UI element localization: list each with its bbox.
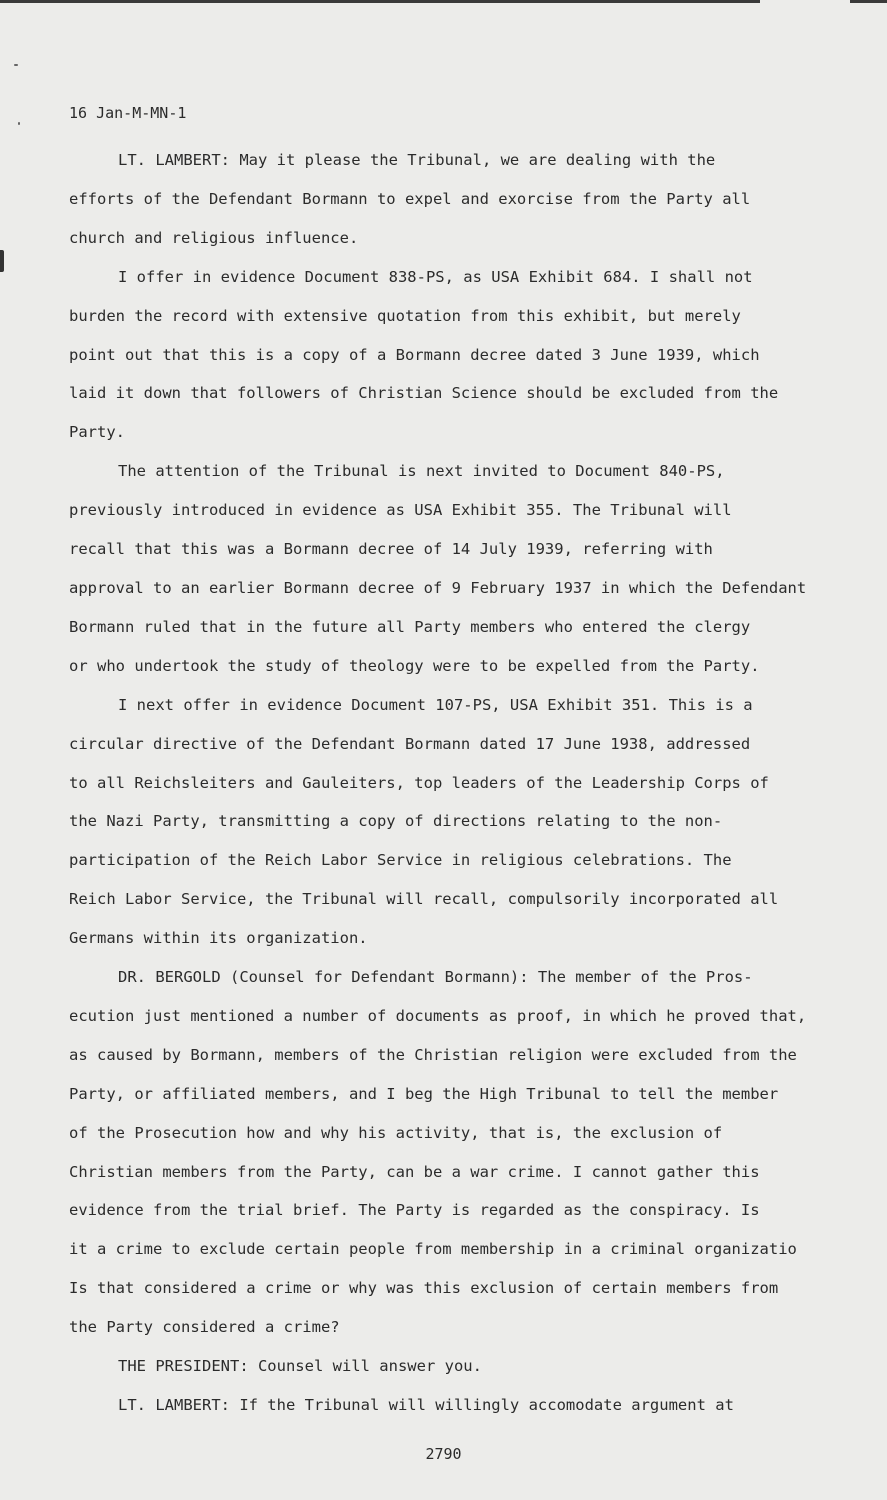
transcript-body	[69, 141, 849, 1425]
text-line: Party, or affiliated members, and I beg the High Tribunal to tell the member	[69, 1084, 779, 1103]
text-line: of the Prosecution how and why his activity, that is, the exclusion of	[69, 1123, 723, 1142]
text-line: or who undertook the study of theology were to be expelled from the Party.	[69, 656, 760, 675]
text-line: LT. LAMBERT: May it please the Tribunal, we are dealing with the	[118, 151, 716, 169]
text-line: THE PRESIDENT: Counsel will answer you.	[118, 1357, 482, 1376]
text-line: I next offer in evidence Document 107-PS, USA Exhibit 351. This is a	[118, 695, 753, 714]
text-line: Christian members from the Party, can be a war crime. I cannot gather this	[69, 1162, 760, 1181]
text-line: it a crime to exclude certain people from membership in a criminal organizatio	[69, 1240, 797, 1259]
text-line: the Party considered a crime?	[69, 1318, 340, 1337]
text-line: approval to an earlier Bormann decree of 9 February 1937 in which the Defendant	[69, 578, 807, 597]
text-line: recall that this was a Bormann decree of 14 July 1939, referring with	[69, 540, 713, 559]
text-line: DR. BERGOLD (Counsel for Defendant Bormann): The member of the Pros-	[118, 968, 753, 987]
scan-speck	[18, 122, 20, 125]
scan-speck	[14, 64, 18, 66]
text-line: as caused by Bormann, members of the Christian religion were excluded from the	[69, 1045, 797, 1064]
document-header: 16 Jan-M-MN-1	[69, 104, 187, 122]
scan-edge-mark	[0, 250, 4, 272]
text-line: The attention of the Tribunal is next invited to Document 840-PS,	[118, 462, 725, 481]
text-line: burden the record with extensive quotation from this exhibit, but merely	[69, 306, 741, 325]
text-line: LT. LAMBERT: If the Tribunal will willingly accomodate argument at	[118, 1396, 734, 1414]
text-line: to all Reichsleiters and Gauleiters, top leaders of the Leadership Corps of	[69, 773, 769, 792]
page-number: 2790	[425, 1445, 462, 1463]
text-line: Germans within its organization.	[69, 929, 368, 948]
text-line: point out that this is a copy of a Bormann decree dated 3 June 1939, which	[69, 345, 760, 364]
text-line: Is that considered a crime or why was this exclusion of certain members from	[69, 1279, 779, 1298]
text-line: ecution just mentioned a number of documents as proof, in which he proved that,	[69, 1006, 807, 1025]
text-line: church and religious influence.	[69, 228, 359, 247]
scan-border-gap	[760, 0, 850, 3]
text-line: participation of the Reich Labor Service in religious celebrations. The	[69, 851, 732, 870]
text-line: laid it down that followers of Christian Science should be excluded from the	[69, 384, 779, 403]
text-line: I offer in evidence Document 838-PS, as USA Exhibit 684. I shall not	[118, 267, 753, 286]
text-line: Party.	[69, 423, 125, 442]
text-line: previously introduced in evidence as USA Exhibit 355. The Tribunal will	[69, 501, 732, 520]
text-line: Reich Labor Service, the Tribunal will recall, compulsorily incorporated all	[69, 890, 779, 909]
text-line: efforts of the Defendant Bormann to expel and exorcise from the Party all	[69, 189, 751, 208]
text-line: circular directive of the Defendant Bormann dated 17 June 1938, addressed	[69, 734, 751, 753]
text-line: the Nazi Party, transmitting a copy of directions relating to the non-	[69, 812, 723, 831]
text-line: evidence from the trial brief. The Party is regarded as the conspiracy. Is	[69, 1201, 760, 1220]
scan-top-border	[0, 0, 887, 3]
text-line: Bormann ruled that in the future all Party members who entered the clergy	[69, 617, 751, 636]
